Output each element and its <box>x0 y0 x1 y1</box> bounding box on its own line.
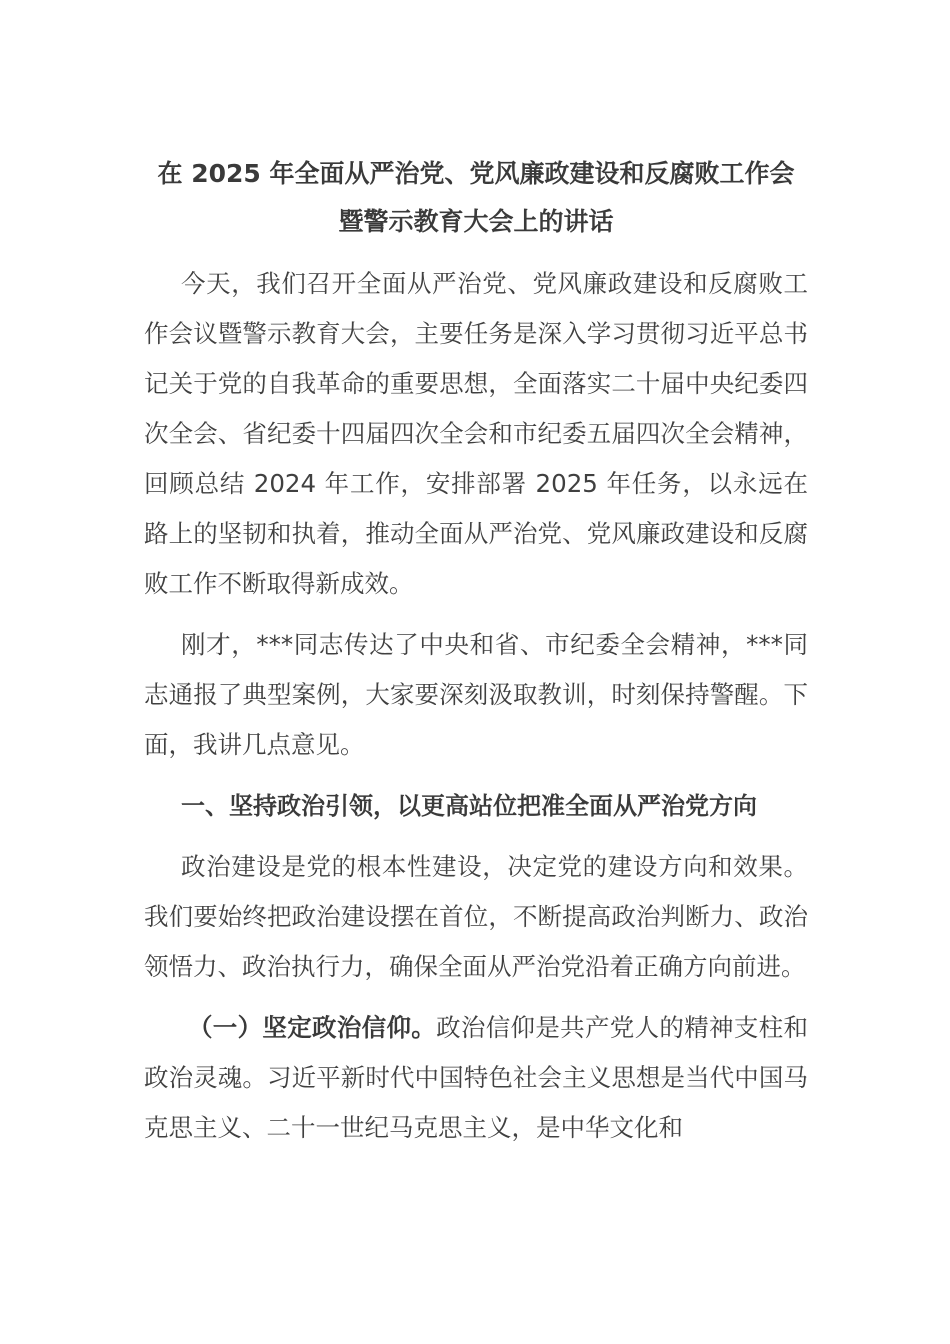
paragraph-gap <box>144 609 808 620</box>
subsection-1-paragraph <box>144 1003 808 1153</box>
paragraph-agenda: 刚才，***同志传达了中央和省、市纪委全会精神，***同志通报了典型案例，大家要深刻汲取教训，时刻保持警醒。下面，我讲几点意见。 <box>144 630 808 759</box>
document-body <box>144 150 808 1153</box>
title-line-1: 在 2025 年全面从严治党、党风廉政建设和反腐败工作会 <box>157 159 795 188</box>
paragraph-gap <box>144 831 808 842</box>
subsection-1-text: 政治信仰是共产党人的精神支柱和政治灵魂。习近平新时代中国特色社会主义思想是当代中国马克思主义、二十一世纪马克思主义，是中华文化和 <box>144 1013 808 1142</box>
paragraph-gap <box>144 992 808 1003</box>
title-line-2: 暨警示教育大会上的讲话 <box>338 207 614 236</box>
document-title <box>144 150 808 246</box>
subsection-1-heading: （一）坚定政治信仰。 <box>188 1013 437 1042</box>
paragraph-gap <box>144 770 808 781</box>
section-heading-1: 一、坚持政治引领，以更高站位把准全面从严治党方向 <box>181 792 757 820</box>
paragraph-intro: 今天，我们召开全面从严治党、党风廉政建设和反腐败工作会议暨警示教育大会，主要任务是深入学习贯彻习近平总书记关于党的自我革命的重要思想，全面落实二十届中央纪委四次全会、省纪委十四届四次全会和市纪委五届四次全会精神，回顾总结 2024 年工作，安排部署 2025 年任务，以永远在路上的坚韧和执着，推动全面从严治党、党风廉政建设和反腐败工作不断取得新成效。 <box>144 269 808 598</box>
paragraph-political-construction: 政治建设是党的根本性建设，决定党的建设方向和效果。我们要始终把政治建设摆在首位，不断提高政治判断力、政治领悟力、政治执行力，确保全面从严治党沿着正确方向前进。 <box>144 852 808 981</box>
